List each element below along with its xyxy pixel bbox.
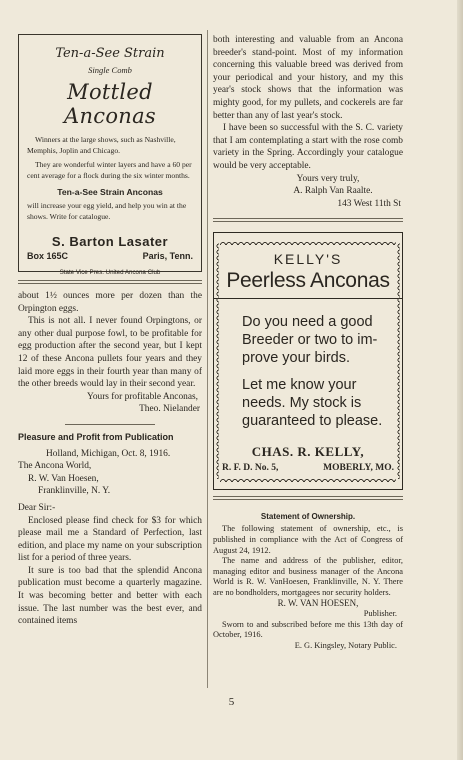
signature: A. Ralph Van Raalte. (293, 186, 373, 197)
decorative-border (220, 239, 396, 245)
closing: Yours for profitable Anconas, (86, 391, 198, 402)
ad-comb-type: Single Comb (88, 65, 132, 75)
paragraph: It sure is too bad that the splendid Ancona publication must become a quarterly magazine. It was becoming better and better with each issue. The last number was the best ever, and contained items (18, 565, 202, 627)
ad-breed-title: Mottled Anconas (63, 80, 157, 128)
letter-address: Franklinville, N. Y. (38, 486, 111, 497)
letter-address: The Ancona World, (18, 461, 92, 472)
section-rule (213, 496, 403, 500)
letter-salutation: Dear Sir:- (18, 502, 56, 513)
letter-continued (213, 34, 403, 210)
ad-city: Paris, Tenn. (142, 251, 193, 261)
letter-address: R. W. Van Hoesen, (28, 473, 99, 484)
ad-line: guaranteed to please. (242, 413, 383, 430)
paragraph: I have been so successful with the S. C. variety that I am contemplating a start with the rose comb variety in the Spring. Accordingly your catalogue would be very acceptable. (213, 123, 403, 171)
ad-title: Peerless Anconas (214, 269, 402, 299)
letter-heading: Pleasure and Profit from Publication (18, 431, 174, 442)
ad-kellys: KELLY'S (273, 251, 343, 268)
decorative-border (397, 243, 400, 479)
ad-pitch (220, 299, 396, 430)
ad-text: They are wonderful winter layers and have a 60 per cent average for a flock during the six winter months. (27, 160, 192, 180)
closing: Yours very truly, (296, 173, 360, 184)
ad-address-row (27, 251, 193, 261)
paragraph: The following statement of ownership, etc., is published in compliance with the Act of Congress of August 24, 1912. (213, 524, 403, 555)
ad-box: Box 165C (27, 251, 69, 261)
article-continued (18, 290, 202, 416)
decorative-border (220, 476, 396, 482)
signer-address: 143 West 11th St (337, 198, 401, 209)
paragraph: both interesting and valuable from an Ancona breeder's stand-point. Most of my information concerning this valuable breed was derived from your periodical and your history, and my this year's stock shows that the information was mighty good, for my pullets, and cockerels are far better than any of last year's stock. (213, 35, 403, 121)
barton-advertisement (18, 34, 202, 276)
ad-advertiser-name: CHAS. R. KELLY, (251, 444, 365, 460)
decorative-border (216, 243, 219, 479)
section-rule (213, 218, 403, 222)
publisher-name: R. W. VAN HOESEN, (277, 598, 359, 609)
notary: E. G. Kingsley, Notary Public. (294, 640, 397, 650)
ad-strain-title: Ten-a-See Strain (55, 46, 165, 61)
page-number: 5 (228, 696, 235, 708)
ad-line: prove your birds. (242, 350, 350, 367)
ad-town: MOBERLY, MO. (323, 463, 394, 474)
ad-subhead: Ten-a-See Strain Anconas (57, 187, 163, 197)
right-column (213, 34, 403, 651)
paragraph: Enclosed please find check for $3 for which please mail me a Standard of Perfection, last edition, and place my name on your subscription list for a period of three years. (18, 515, 202, 564)
statement-of-ownership (213, 512, 403, 651)
letter (18, 431, 202, 628)
section-rule (18, 280, 202, 284)
left-column (18, 34, 202, 628)
ad-rfd: R. F. D. No. 5, (222, 463, 279, 474)
ad-address-row (220, 463, 396, 473)
ad-text: Winners at the large shows, such as Nashville, Memphis, Joplin and Chicago. (27, 135, 176, 155)
paragraph: This is not all. I never found Orpingtons, or any other dual purpose fowl, to be profitable for egg production after the second year, but I kept 12 of these Ancona pullets four years and they laid more eggs in their fourth year than many of the other breeds would lay in their second year. (18, 316, 202, 390)
ad-line: Do you need a good (242, 314, 373, 331)
ad-line: needs. My stock is (242, 395, 362, 412)
paragraph: about 1½ ounces more per dozen than the Orpington eggs. (18, 291, 202, 314)
column-divider (207, 30, 208, 688)
short-rule (65, 424, 155, 425)
ad-line: Breeder or two to im- (242, 332, 378, 349)
ad-advertiser-name: S. Barton Lasater (51, 234, 169, 249)
ad-text: will increase your egg yield, and help you win at the shows. Write for catalogue. (27, 201, 187, 221)
kelly-advertisement (213, 232, 403, 490)
ad-vice-pres: State Vice Pres. United Ancona Club (59, 269, 161, 276)
publisher-title: Publisher. (363, 609, 397, 619)
paragraph: The name and address of the publisher, editor, managing editor and business manager of the Ancona World is R. W. VanHoesen, Franklinville, N. Y. There are no bondholders, mortgagees nor security holders. (213, 556, 403, 597)
letter-dateline: Holland, Michigan, Oct. 8, 1916. (46, 448, 171, 459)
statement-title: Statement of Ownership. (260, 512, 356, 522)
signature: Theo. Nielander (139, 404, 200, 415)
ad-line: Let me know your (242, 377, 357, 394)
paragraph: Sworn to and subscribed before me this 13th day of October, 1916. (213, 619, 403, 640)
